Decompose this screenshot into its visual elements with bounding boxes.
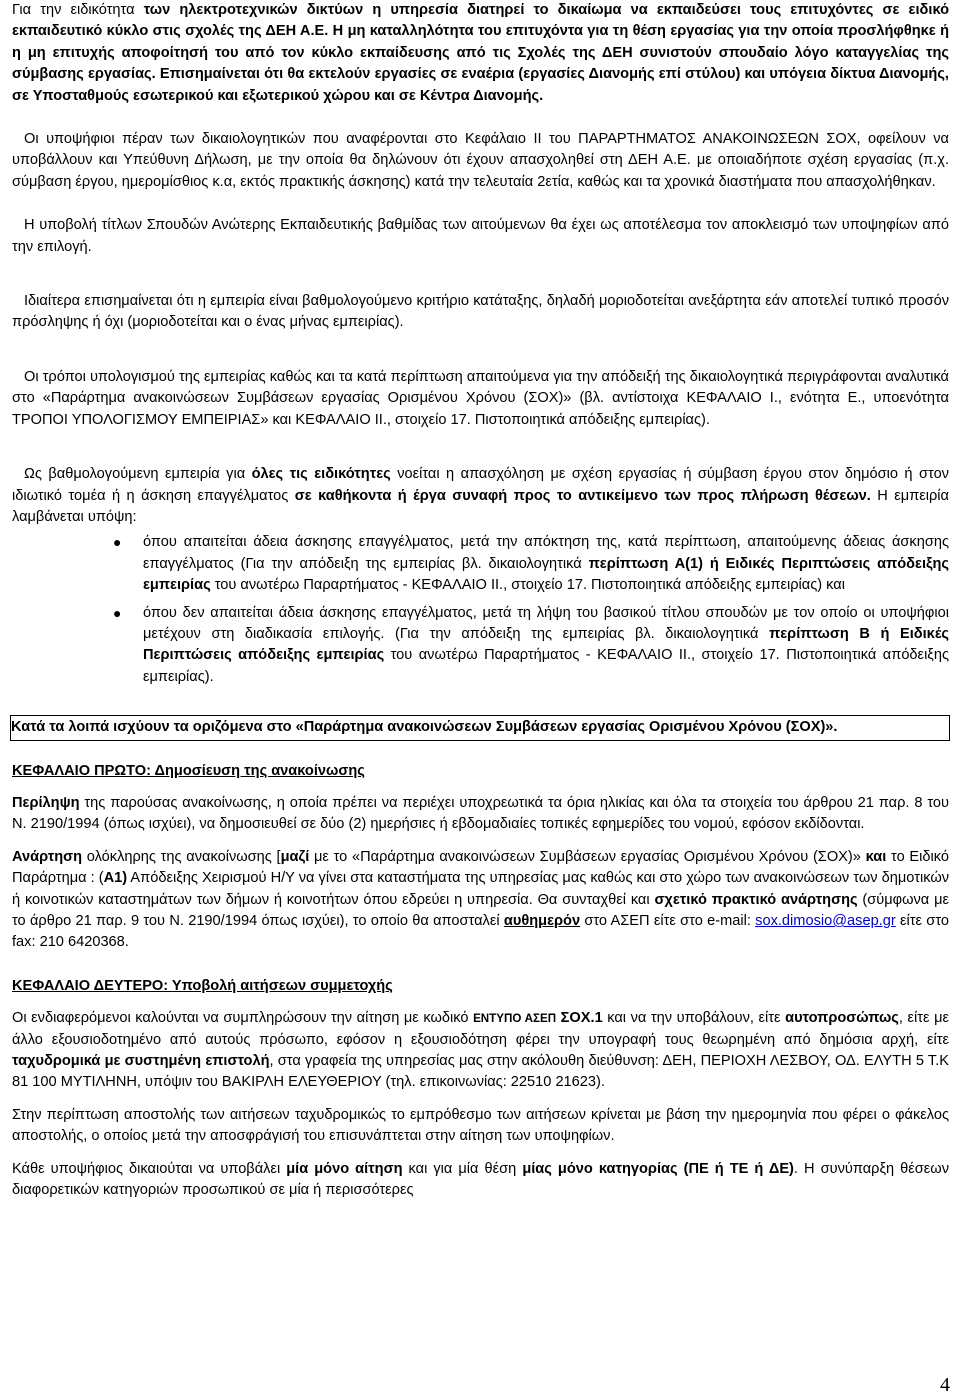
- paragraph-experience-definition: Ως βαθμολογούμενη εμπειρία για όλες τις ειδικότητες νοείται η απασχόληση με σχέση εργασίας ή σύμβαση έργου στον δημόσιο ή στον ιδιωτικό τομέα ή η άσκηση επαγγέλματος σε καθήκοντα ή έργα συναφή προς το αντικείμενο των προς πλήρωση θέσεων. Η εμπειρία λαμβάνεται υπόψη:: [12, 466, 949, 525]
- bullet-icon: ●: [113, 534, 122, 551]
- page-number: 4: [940, 1373, 950, 1396]
- heading-chapter-one: ΚΕΦΑΛΑΙΟ ΠΡΩΤΟ: Δημοσίευση της ανακοίνωσης: [12, 762, 365, 779]
- paragraph-application: Οι ενδιαφερόμενοι καλούνται να συμπληρώσουν την αίτηση με κωδικό ΕΝΤΥΠΟ ΑΣΕΠ ΣΟΧ.1 και να την υποβάλουν, είτε αυτοπροσώπως, είτε με άλλο εξουσιοδοτημένο από αυτούς πρόσωπο, εφόσον η εξουσιοδότηση φέρει την υπογραφή τους θεωρημένη από δημόσια αρχή, είτε ταχυδρομικά με συστημένη επιστολή, στα γραφεία της υπηρεσίας μας στην ακόλουθη διεύθυνση: ΔΕΗ, ΠΕΡΙΟΧΗ ΛΕΣΒΟΥ, ΟΔ. ΕΛΥΤΗ 5 Τ.Κ 81 100 ΜΥΤΙΛΗΝΗ, υπόψιν του ΒΑΚΙΡΛΗ ΕΛΕΥΘΕΡΙΟΥ (τηλ. επικοινωνίας: 22510 21623).: [12, 1010, 950, 1091]
- paragraph-specialty: Για την ειδικότητα των ηλεκτροτεχνικών δικτύων η υπηρεσία διατηρεί το δικαίωμα να εκπαιδεύσει τους επιτυχόντες σε ειδικό εκπαιδευτικό κύκλο στις σχολές της ΔΕΗ Α.Ε. Η μη καταλληλότητα του επιτυχόντα για τη θέση εργασίας για την οποία προσλήφθηκε ή η μη επιτυχής αποφοίτησή του από τον κύκλο εκπαίδευσης από τις Σχολές της ΔΕΗ συνιστούν σπουδαίο λόγο καταγγελίας της σύμβασης εργασίας. Επισημαίνεται ότι θα εκτελούν εργασίες σε εναέρια (εργασίες Διανομής επί στύλου) και υπόγεια δίκτυα Διανομής, σε Υποσταθμούς εσωτερικού και εξωτερικού χώρου και σε Κέντρα Διανομής.: [12, 2, 950, 104]
- heading-chapter-two: ΚΕΦΑΛΑΙΟ ΔΕΥΤΕΡΟ: Υποβολή αιτήσεων συμμετοχής: [12, 977, 393, 994]
- paragraph-summary: Περίληψη της παρούσας ανακοίνωσης, η οποία πρέπει να περιέχει υποχρεωτικά τα όρια ηλικίας και όλα τα στοιχεία του άρθρου 21 παρ. 8 του Ν. 2190/1994 (όπως ισχύει), να δημοσιευθεί σε δύο (2) ημερήσιες ή εβδομαδιαίες τοπικές εφημερίδες του νομού, εφόσον εκδίδονται.: [12, 794, 949, 833]
- paragraph-higher-degree: Η υποβολή τίτλων Σπουδών Ανώτερης Εκπαιδευτικής βαθμίδας των αιτούμενων θα έχει ως αποτέλεσμα τον αποκλεισμό των υποψηφίων από την επιλογή.: [12, 217, 949, 255]
- email-link[interactable]: sox.dimosio@asep.gr: [755, 913, 896, 929]
- paragraph-declaration: Οι υποψήφιοι πέραν των δικαιολογητικών που αναφέρονται στο Κεφάλαιο ΙΙ του ΠΑΡΑΡΤΗΜΑΤΟΣ ΑΝΑΚΟΙΝΩΣΕΩΝ ΣΟΧ, οφείλουν να υποβάλλουν και Υπεύθυνη Δήλωση, με την οποία θα δηλώνουν ότι έχουν απασχοληθεί στη ΔΕΗ Α.Ε. με οποιαδήποτε σχέση εργασίας (π.χ. σύμβαση έργου, ημερομίσθιος κ.α, εκτός πρακτικής άσκησης) κατά την τελευταία 2ετία, καθώς και τα χρονικά διαστήματα που απασχολήθηκαν.: [12, 131, 949, 190]
- boxed-note: Κατά τα λοιπά ισχύουν τα οριζόμενα στο «Παράρτημα ανακοινώσεων Συμβάσεων εργασίας Ορισμένου Χρόνου (ΣΟΧ)».: [10, 715, 950, 740]
- list-item: ● όπου δεν απαιτείται άδεια άσκησης επαγγέλματος, μετά τη λήψη του βασικού τίτλου σπουδών με τον οποίο οι υποψήφιοι μετέχουν στη διαδικασία επιλογής. (Για την απόδειξη της εμπειρίας βλ. δικαιολογητικά περίπτωση Β ή Ειδικές Περιπτώσεις απόδειξης εμπειρίας του ανωτέρω Παραρτήματος - ΚΕΦΑΛΑΙΟ ΙΙ., στοιχείο 17. Πιστοποιητικά απόδειξης εμπειρίας).: [113, 604, 949, 685]
- paragraph-experience-calc: Οι τρόποι υπολογισμού της εμπειρίας καθώς και τα κατά περίπτωση απαιτούμενα για την απόδειξή της δικαιολογητικά περιγράφονται αναλυτικά στο «Παράρτημα ανακοινώσεων Συμβάσεων εργασίας Ορισμένου Χρόνου (ΣΟΧ)» (βλ. αντίστοιχα ΚΕΦΑΛΑΙΟ Ι., ενότητα Ε., υποενότητα ΤΡΟΠΟΙ ΥΠΟΛΟΓΙΣΜΟΥ ΕΜΠΕΙΡΙΑΣ» και ΚΕΦΑΛΑΙΟ ΙΙ., στοιχείο 17. Πιστοποιητικά απόδειξης εμπειρίας).: [12, 368, 949, 428]
- paragraph-postal: Στην περίπτωση αποστολής των αιτήσεων ταχυδρομικώς το εμπρόθεσμο των αιτήσεων κρίνεται με βάση την ημερομηνία που φέρει ο φάκελος αποστολής, ο οποίος μετά την αποσφράγισή του επισυνάπτεται στην αίτηση των υποψηφίων.: [12, 1106, 949, 1145]
- specialty-bold-text: των ηλεκτροτεχνικών δικτύων η υπηρεσία διατηρεί το δικαίωμα να εκπαιδεύσει τους επιτυχόντες σε ειδικό εκπαιδευτικό κύκλο στις σχολές της ΔΕΗ Α.Ε. Η μη καταλληλότητα του επιτυχόντα για τη θέση εργασίας για την οποία προσλήφθηκε ή η μη επιτυχής αποφοίτησή του από τον κύκλο εκπαίδευσης από τις Σχολές της ΔΕΗ συνιστούν σπουδαίο λόγο καταγγελίας της σύμβασης εργασίας. Επισημαίνεται ότι θα εκτελούν εργασίες σε εναέρια (εργασίες Διανομής επί στύλου) και υπόγεια δίκτυα Διανομής, σε Υποσταθμούς εσωτερικού και εξωτερικού χώρου και σε Κέντρα Διανομής.: [12, 2, 950, 104]
- paragraph-experience-scored: Ιδιαίτερα επισημαίνεται ότι η εμπειρία είναι βαθμολογούμενο κριτήριο κατάταξης, δηλαδή μοριοδοτείται ανεξάρτητα εάν αποτελεί τυπικό προσόν πρόσληψης ή όχι (μοριοδοτείται και ο ένας μήνας εμπειρίας).: [12, 293, 949, 331]
- paragraph-posting: Ανάρτηση ολόκληρης της ανακοίνωσης [μαζί με το «Παράρτημα ανακοινώσεων Συμβάσεων εργασίας Ορισμένου Χρόνου (ΣΟΧ)» και το Ειδικό Παράρτημα : (Α1) Απόδειξης Χειρισμού Η/Υ να γίνει στα καταστήματα της υπηρεσίας μας καθώς και στο χώρο των ανακοινώσεων των δημοτικών ή κοινοτικών καταστημάτων των δήμων ή κοινοτήτων όπου εδρεύει η υπηρεσία. Θα συνταχθεί και σχετικό πρακτικό ανάρτησης (σύμφωνα με το άρθρο 21 παρ. 9 του Ν. 2190/1994 όπως ισχύει), το οποίο θα αποσταλεί αυθημερόν στο ΑΣΕΠ είτε στο e-mail: sox.dimosio@asep.gr είτε στο fax: 210 6420368.: [12, 848, 950, 951]
- paragraph-one-application: Κάθε υποψήφιος δικαιούται να υποβάλει μία μόνο αίτηση και για μία θέση μίας μόνο κατηγορίας (ΠΕ ή ΤΕ ή ΔΕ). Η συνύπαρξη θέσεων διαφορετικών κατηγοριών προσωπικού σε μία ή περισσότερες: [12, 1160, 949, 1199]
- list-item: ● όπου απαιτείται άδεια άσκησης επαγγέλματος, μετά την απόκτηση της, κατά περίπτωση, απαιτούμενης άδειας άσκησης επαγγέλματος (Για την απόδειξη της εμπειρίας βλ. δικαιολογητικά περίπτωση Α(1) ή Ειδικές Περιπτώσεις απόδειξης εμπειρίας του ανωτέρω Παραρτήματος - ΚΕΦΑΛΑΙΟ ΙΙ., στοιχείο 17. Πιστοποιητικά απόδειξης εμπειρίας) και: [113, 534, 949, 594]
- experience-list: [12, 532, 949, 688]
- bullet-icon: ●: [113, 604, 122, 621]
